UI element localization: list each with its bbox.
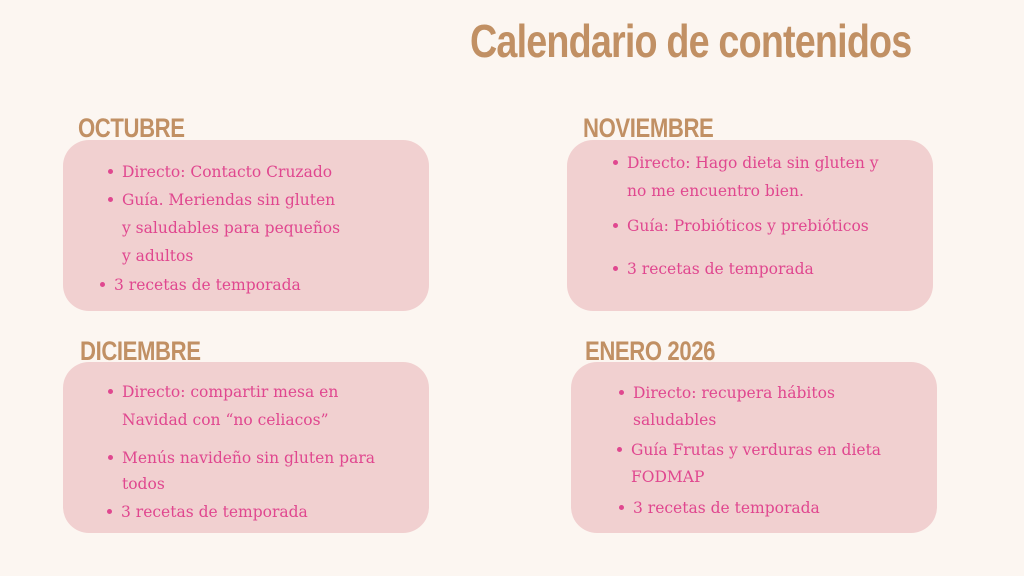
card-noviembre [567, 140, 933, 311]
bullet-icon [108, 455, 113, 460]
list-item: 3 recetas de temporada [114, 271, 301, 299]
list-item: 3 recetas de temporada [627, 255, 814, 283]
list-item: Directo: compartir mesa en [122, 378, 338, 406]
list-item: Menús navideño sin gluten para [122, 444, 375, 472]
bullet-icon [619, 390, 624, 395]
page-title: Calendario de contenidos [470, 15, 912, 67]
bullet-icon [108, 197, 113, 202]
bullet-icon [108, 389, 113, 394]
bullet-icon [108, 169, 113, 174]
bullet-icon [619, 505, 624, 510]
list-item-continued: Navidad con “no celiacos” [122, 411, 329, 429]
bullet-icon [613, 266, 618, 271]
bullet-icon [613, 223, 618, 228]
list-item: Guía: Probióticos y prebióticos [627, 212, 869, 240]
month-heading-diciembre: DICIEMBRE [80, 336, 201, 366]
list-item-continued: y adultos [122, 247, 194, 265]
list-item-continued: FODMAP [631, 468, 705, 486]
list-item: 3 recetas de temporada [121, 498, 308, 526]
list-item: Directo: Contacto Cruzado [122, 158, 332, 186]
bullet-icon [613, 160, 618, 165]
list-item-continued: todos [122, 475, 165, 493]
list-item: Directo: Hago dieta sin gluten y [627, 149, 879, 177]
month-heading-octubre: OCTUBRE [78, 113, 185, 143]
card-diciembre [63, 362, 429, 533]
list-item: Guía Frutas y verduras en dieta [631, 436, 881, 464]
bullet-icon [617, 447, 622, 452]
bullet-icon [100, 282, 105, 287]
list-item: 3 recetas de temporada [633, 494, 820, 522]
list-item-continued: y saludables para pequeños [122, 219, 341, 237]
list-item: Directo: recupera hábitos [633, 379, 835, 407]
list-item: Guía. Meriendas sin gluten [122, 186, 335, 214]
card-enero-2026 [571, 362, 937, 533]
bullet-icon [107, 509, 112, 514]
month-heading-enero-2026: ENERO 2026 [585, 336, 716, 366]
list-item-continued: saludables [633, 411, 717, 429]
list-item-continued: no me encuentro bien. [627, 182, 804, 200]
card-octubre [63, 140, 429, 311]
month-heading-noviembre: NOVIEMBRE [583, 113, 714, 143]
